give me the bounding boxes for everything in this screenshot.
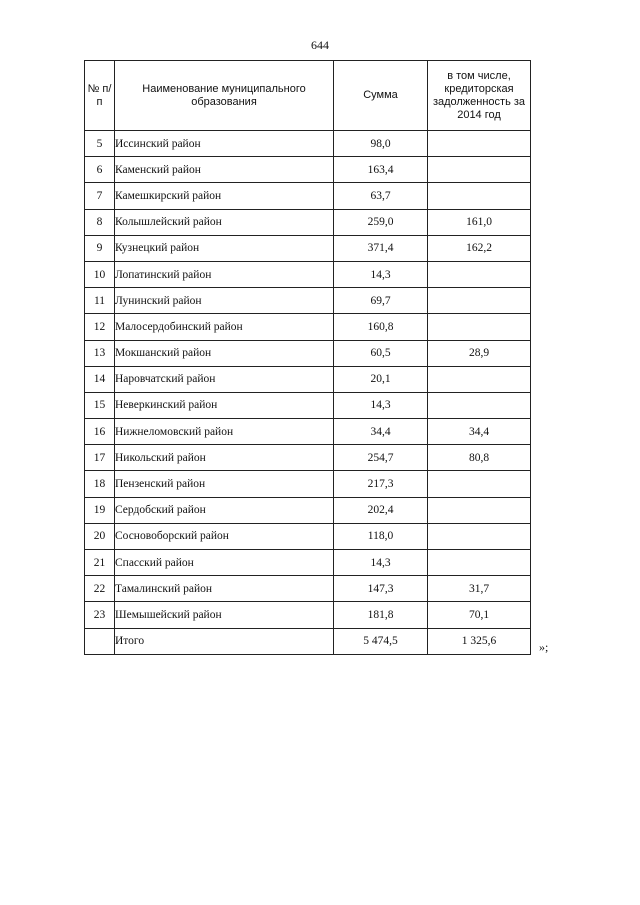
row-name: Неверкинский район xyxy=(115,392,334,418)
row-name: Колышлейский район xyxy=(115,209,334,235)
row-debt xyxy=(428,131,531,157)
table-row xyxy=(85,576,531,602)
row-sum: 69,7 xyxy=(334,288,428,314)
row-debt: 161,0 xyxy=(428,209,531,235)
row-debt xyxy=(428,261,531,287)
table-header-row xyxy=(85,61,531,131)
row-sum: 217,3 xyxy=(334,471,428,497)
row-sum: 181,8 xyxy=(334,602,428,628)
header-name: Наименование муниципального образования xyxy=(115,61,334,131)
header-num: № п/п xyxy=(85,61,115,131)
row-name: Сосновоборский район xyxy=(115,523,334,549)
table-row xyxy=(85,445,531,471)
table-row xyxy=(85,419,531,445)
table-row xyxy=(85,261,531,287)
table-row xyxy=(85,523,531,549)
row-number: 12 xyxy=(85,314,115,340)
budget-table xyxy=(84,60,531,655)
row-debt xyxy=(428,183,531,209)
row-debt xyxy=(428,157,531,183)
row-number: 17 xyxy=(85,445,115,471)
table-row xyxy=(85,366,531,392)
table-row xyxy=(85,471,531,497)
table-row xyxy=(85,602,531,628)
row-sum: 259,0 xyxy=(334,209,428,235)
table-row xyxy=(85,288,531,314)
row-sum: 5 474,5 xyxy=(334,628,428,654)
row-sum: 14,3 xyxy=(334,392,428,418)
row-number: 5 xyxy=(85,131,115,157)
row-number xyxy=(85,628,115,654)
row-number: 6 xyxy=(85,157,115,183)
row-sum: 118,0 xyxy=(334,523,428,549)
row-number: 10 xyxy=(85,261,115,287)
row-number: 7 xyxy=(85,183,115,209)
row-number: 18 xyxy=(85,471,115,497)
row-sum: 98,0 xyxy=(334,131,428,157)
row-number: 9 xyxy=(85,235,115,261)
row-debt xyxy=(428,314,531,340)
header-sum: Сумма xyxy=(334,61,428,131)
row-sum: 60,5 xyxy=(334,340,428,366)
table-row xyxy=(85,157,531,183)
row-sum: 147,3 xyxy=(334,576,428,602)
row-number: 21 xyxy=(85,550,115,576)
row-name: Лунинский район xyxy=(115,288,334,314)
row-sum: 14,3 xyxy=(334,550,428,576)
row-name: Нижнеломовский район xyxy=(115,419,334,445)
table-row xyxy=(85,209,531,235)
row-sum: 254,7 xyxy=(334,445,428,471)
row-debt: 28,9 xyxy=(428,340,531,366)
row-debt: 162,2 xyxy=(428,235,531,261)
row-name: Камешкирский район xyxy=(115,183,334,209)
table-row xyxy=(85,392,531,418)
row-debt xyxy=(428,288,531,314)
table-row xyxy=(85,235,531,261)
row-debt: 1 325,6 xyxy=(428,628,531,654)
row-sum: 20,1 xyxy=(334,366,428,392)
table-row xyxy=(85,628,531,654)
row-debt: 70,1 xyxy=(428,602,531,628)
table-row xyxy=(85,497,531,523)
table-row xyxy=(85,340,531,366)
row-number: 22 xyxy=(85,576,115,602)
row-number: 8 xyxy=(85,209,115,235)
row-sum: 163,4 xyxy=(334,157,428,183)
row-debt xyxy=(428,550,531,576)
row-name: Тамалинский район xyxy=(115,576,334,602)
row-name: Мокшанский район xyxy=(115,340,334,366)
table-body xyxy=(85,131,531,655)
row-number: 19 xyxy=(85,497,115,523)
row-name: Никольский район xyxy=(115,445,334,471)
page-number: 644 xyxy=(311,38,329,52)
row-number: 11 xyxy=(85,288,115,314)
table-row xyxy=(85,131,531,157)
row-name: Пензенский район xyxy=(115,471,334,497)
row-name: Наровчатский район xyxy=(115,366,334,392)
row-name: Спасский район xyxy=(115,550,334,576)
row-name: Лопатинский район xyxy=(115,261,334,287)
table-row xyxy=(85,314,531,340)
row-name: Шемышейский район xyxy=(115,602,334,628)
row-name: Итого xyxy=(115,628,334,654)
row-debt xyxy=(428,471,531,497)
row-debt xyxy=(428,523,531,549)
row-number: 16 xyxy=(85,419,115,445)
row-sum: 63,7 xyxy=(334,183,428,209)
row-debt: 31,7 xyxy=(428,576,531,602)
row-name: Малосердобинский район xyxy=(115,314,334,340)
row-sum: 34,4 xyxy=(334,419,428,445)
row-number: 13 xyxy=(85,340,115,366)
row-sum: 371,4 xyxy=(334,235,428,261)
row-number: 15 xyxy=(85,392,115,418)
row-number: 14 xyxy=(85,366,115,392)
row-debt xyxy=(428,497,531,523)
row-number: 23 xyxy=(85,602,115,628)
row-name: Сердобский район xyxy=(115,497,334,523)
row-sum: 202,4 xyxy=(334,497,428,523)
row-name: Иссинский район xyxy=(115,131,334,157)
closing-quote: »; xyxy=(539,640,549,654)
table-row xyxy=(85,550,531,576)
row-debt xyxy=(428,392,531,418)
row-sum: 14,3 xyxy=(334,261,428,287)
table-row xyxy=(85,183,531,209)
row-name: Кузнецкий район xyxy=(115,235,334,261)
row-sum: 160,8 xyxy=(334,314,428,340)
row-debt: 34,4 xyxy=(428,419,531,445)
row-debt: 80,8 xyxy=(428,445,531,471)
row-name: Каменский район xyxy=(115,157,334,183)
row-debt xyxy=(428,366,531,392)
row-number: 20 xyxy=(85,523,115,549)
header-debt: в том числе, кредиторская задолженность за 2014 год xyxy=(428,61,531,131)
